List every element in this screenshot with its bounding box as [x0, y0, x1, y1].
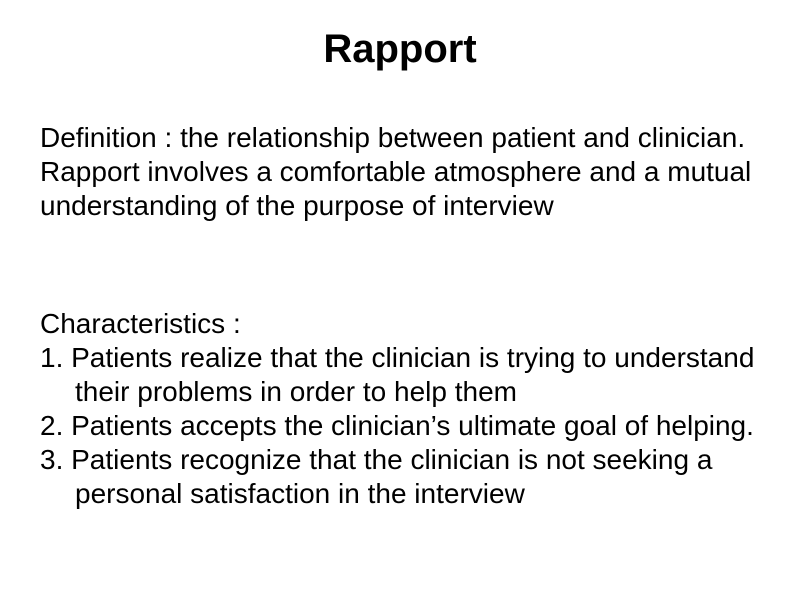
characteristic-item-1: 1. Patients realize that the clinician is trying to understand their problems in order to help them	[40, 342, 755, 407]
characteristic-item-3: 3. Patients recognize that the clinician is not seeking a personal satisfaction in the interview	[40, 444, 713, 509]
characteristics-heading: Characteristics :	[40, 308, 241, 339]
definition-text: Definition : the relationship between patient and clinician. Rapport involves a comfortable atmosphere and a mutual understanding of the purpose of interview	[40, 122, 752, 221]
characteristic-item-2: 2. Patients accepts the clinician’s ultimate goal of helping.	[40, 410, 754, 441]
characteristics-section	[40, 307, 770, 511]
slide-title: Rapport	[323, 27, 477, 71]
